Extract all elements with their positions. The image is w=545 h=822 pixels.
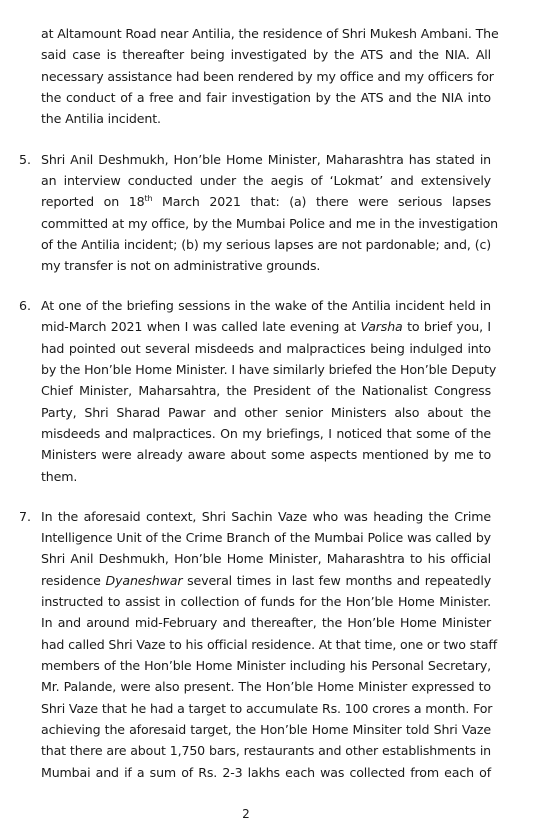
text-line: Shri Anil Deshmukh, Hon’ble Home Minister, Maharashtra to his official [41, 551, 491, 566]
text-line: them. [41, 469, 78, 484]
text-line: my transfer is not on administrative grounds. [41, 258, 321, 273]
text-line [41, 319, 491, 335]
text-line: Party, Shri Sharad Pawar and other senior Ministers also about the [41, 405, 491, 420]
page-number: 2 [242, 807, 250, 821]
text-line: Mr. Palande, were also present. The Hon’ble Home Minister expressed to [41, 679, 491, 694]
text-line: misdeeds and malpractices. On my briefings, I noticed that some of the [41, 426, 491, 441]
text-line: had pointed out several misdeeds and malpractices being indulged into [41, 341, 491, 356]
text-run: residence [41, 573, 106, 588]
paragraph-number: 5. [19, 152, 32, 167]
text-run: mid-March 2021 when I was called late evening at [41, 319, 361, 334]
text-line: committed at my office, by the Mumbai Police and me in the investigation [41, 216, 498, 231]
text-line: Mumbai and if a sum of Rs. 2-3 lakhs each was collected from each of [41, 765, 491, 780]
text-line: of the Antilia incident; (b) my serious lapses are not pardonable; and, (c) [41, 237, 491, 252]
text-line: said case is thereafter being investigated by the ATS and the NIA. All [41, 47, 491, 62]
paragraph-number: 7. [19, 509, 32, 524]
paragraph-number: 6. [19, 298, 32, 313]
text-run: several times in last few months and repeatedly [182, 573, 492, 588]
text-line: Shri Vaze that he had a target to accumulate Rs. 100 crores a month. For [41, 701, 493, 716]
text-line: had called Shri Vaze to his official residence. At that time, one or two staff [41, 637, 497, 652]
text-run: March 2021 that: (a) there were serious lapses [152, 194, 491, 209]
text-run: to brief you, I [402, 319, 491, 334]
text-line: Intelligence Unit of the Crime Branch of the Mumbai Police was called by [41, 530, 491, 545]
text-run: reported on 18 [41, 194, 145, 209]
text-line: that there are about 1,750 bars, restaurants and other establishments in [41, 743, 491, 758]
text-line [41, 573, 491, 589]
text-line: achieving the aforesaid target, the Hon’ble Home Minsiter told Shri Vaze [41, 722, 491, 737]
superscript: th [144, 194, 153, 203]
text-line: In the aforesaid context, Shri Sachin Vaze who was heading the Crime [41, 509, 491, 524]
text-line: Chief Minister, Maharsahtra, the President of the Nationalist Congress [41, 383, 491, 398]
italic-text: Varsha [360, 319, 403, 334]
text-line: at Altamount Road near Antilia, the residence of Shri Mukesh Ambani. The [41, 26, 499, 41]
text-line: members of the Hon’ble Home Minister including his Personal Secretary, [41, 658, 491, 673]
text-line: At one of the briefing sessions in the wake of the Antilia incident held in [41, 298, 491, 313]
text-line: instructed to assist in collection of funds for the Hon’ble Home Minister. [41, 594, 491, 609]
text-line: necessary assistance had been rendered by my office and my officers for [41, 69, 494, 84]
text-line: an interview conducted under the aegis of ‘Lokmat’ and extensively [41, 173, 491, 188]
text-line: the Antilia incident. [41, 111, 161, 126]
italic-text: Dyaneshwar [105, 573, 183, 588]
text-line: Ministers were already aware about some aspects mentioned by me to [41, 447, 491, 462]
text-line: by the Hon’ble Home Minister. I have similarly briefed the Hon’ble Deputy [41, 362, 497, 377]
text-line: Shri Anil Deshmukh, Hon’ble Home Minister, Maharashtra has stated in [41, 152, 491, 167]
text-line [41, 194, 491, 210]
text-line: the conduct of a free and fair investigation by the ATS and the NIA into [41, 90, 491, 105]
text-line: In and around mid-February and thereafter, the Hon’ble Home Minister [41, 615, 491, 630]
